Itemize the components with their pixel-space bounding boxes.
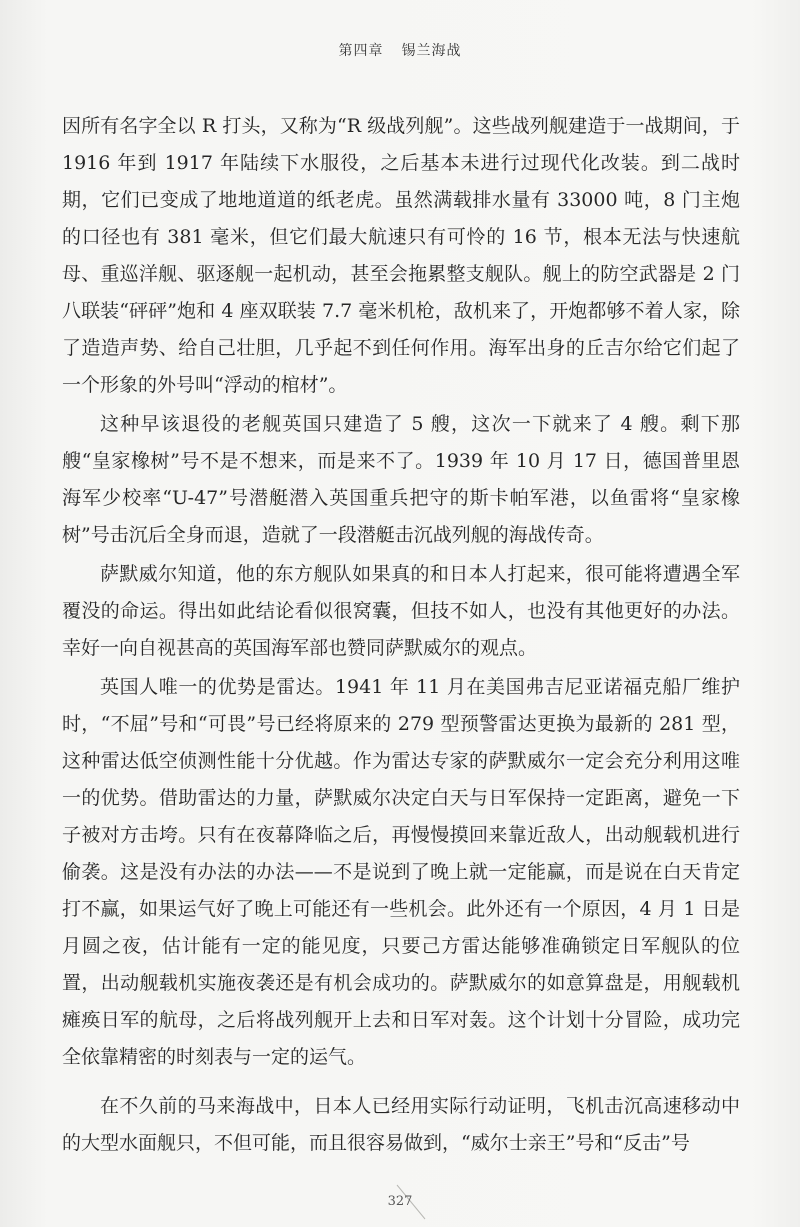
paragraph-3: 萨默威尔知道，他的东方舰队如果真的和日本人打起来，很可能将遭遇全军覆没的命运。得出如此结论看似很窝囊，但技不如人，也没有其他更好的办法。幸好一向自视甚高的英国海军部也赞同萨默威尔的观点。 xyxy=(62,563,740,659)
chapter-title: 锡兰海战 xyxy=(401,43,462,59)
paragraph-2: 这种早该退役的老舰英国只建造了 5 艘，这次一下就来了 4 艘。剩下那艘“皇家橡树”号不是不想来，而是来不了。1939 年 10 月 17 日，德国普里恩海军少校率“U-47”号潜艇潜入英国重兵把守的斯卡帕军港，以鱼雷将“皇家橡树”号击沉后全身而退，造就了一段潜艇击沉战列舰的海战传奇。 xyxy=(62,413,740,546)
paragraph-1: 因所有名字全以 R 打头，又称为“R 级战列舰”。这些战列舰建造于一战期间，于 1916 年到 1917 年陆续下水服役，之后基本未进行过现代化改装。到二战时期，它们已变成了地地道道的纸老虎。虽然满载排水量有 33000 吨，8 门主炮的口径也有 381 毫米，但它们最大航速只有可怜的 16 节，根本无法与快速航母、重巡洋舰、驱逐舰一起机动，甚至会拖累整支舰队。舰上的防空武器是 2 门八联装“砰砰”炮和 4 座双联装 7.7 毫米机枪，敌机来了，开炮都够不着人家，除了造造声势、给自己壮胆，几乎起不到任何作用。海军出身的丘吉尔给它们起了一个形象的外号叫“浮动的棺材”。 xyxy=(62,115,740,396)
running-header xyxy=(0,40,800,60)
paragraph-5: 在不久前的马来海战中，日本人已经用实际行动证明，飞机击沉高速移动中的大型水面舰只，不但可能，而且很容易做到，“威尔士亲王”号和“反击”号 xyxy=(62,1095,740,1154)
chapter-number: 第四章 xyxy=(338,43,384,59)
paragraph-4: 英国人唯一的优势是雷达。1941 年 11 月在美国弗吉尼亚诺福克船厂维护时，“不屈”号和“可畏”号已经将原来的 279 型预警雷达更换为最新的 281 型，这种雷达低空侦测性能十分优越。作为雷达专家的萨默威尔一定会充分利用这唯一的优势。借助雷达的力量，萨默威尔决定白天与日军保持一定距离，避免一下子被对方击垮。只有在夜幕降临之后，再慢慢摸回来靠近敌人，出动舰载机进行偷袭。这是没有办法的办法——不是说到了晚上就一定能赢，而是说在白天肯定打不赢，如果运气好了晚上可能还有一些机会。此外还有一个原因，4 月 1 日是月圆之夜，估计能有一定的能见度，只要己方雷达能够准确锁定日军舰队的位置，出动舰载机实施夜袭还是有机会成功的。萨默威尔的如意算盘是，用舰载机瘫痪日军的航母，之后将战列舰开上去和日军对轰。这个计划十分冒险，成功完全依靠精密的时刻表与一定的运气。 xyxy=(62,676,740,1068)
page-number: 327 xyxy=(387,1194,413,1209)
body-text xyxy=(62,108,740,1162)
